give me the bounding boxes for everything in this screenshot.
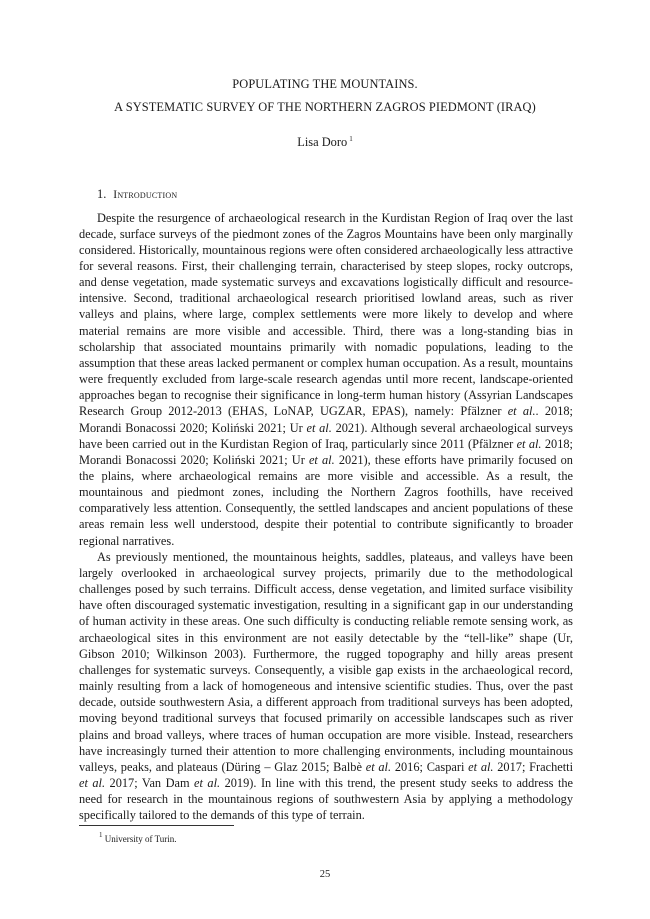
italic-run: et al. (365, 759, 392, 774)
text-run: 2019). In line with this trend, the present study seeks to address the need for research in the mountainous regions of southwestern Asia by applying a methodology specifically tailored to the demands of this type of terrain. (79, 775, 574, 823)
text-run: 2021). Although several archaeological surveys have been carried out in the Kurdistan Region of Iraq, particularly since 2011 (Pfälzner (79, 420, 573, 451)
footnote-divider (79, 825, 234, 826)
italic-run: et al. (308, 452, 335, 467)
author-name: Lisa Doro (297, 135, 348, 149)
text-run: 2021), these efforts have primarily focused on the plains, where archaeological remains are more visible and accessible. As a result, the mountainous and piedmont zones, including the Northern Zagros foothills, have received comparatively less attention. Consequently, the settled landscapes and ancient populations of these areas remain less well understood, despite their potential to contribute significantly to broader regional narratives. (79, 452, 573, 548)
author-footnote-marker[interactable]: 1 (349, 135, 353, 143)
italic-run: et al. (194, 775, 221, 790)
text-run: 2018; Morandi Bonacossi 2020; Koliński 2021; Ur (79, 436, 573, 467)
footnote-marker: 1 (99, 831, 103, 839)
section-heading (97, 187, 177, 202)
italic-run: et al. (468, 759, 494, 774)
footnote (97, 831, 177, 844)
body-paragraph (79, 210, 573, 549)
text-run: 2016; Caspari (391, 759, 469, 774)
body-text (79, 210, 573, 824)
text-run: As previously mentioned, the mountainous heights, saddles, plateaus, and valleys have been largely overlooked in archaeological survey projects, primarily due to the methodological challenges posed by such terrains. Difficult access, dense vegetation, and limited surface visibility have often discouraged systematic investigation, resulting in a significant gap in our understanding of human activity in these areas. One such difficulty is conducting reliable remote sensing work, as archaeological sites in this environment are not easily detectable by the “tell-like” shape (Ur, Gibson 2010; Wilkinson 2003). Furthermore, the rugged topography and hilly areas present challenges for systematic surveys. Consequently, a visible gap exists in the archaeological record, mainly resulting from a lack of homogeneous and intensive scientific studies. Thus, over the past decade, outside southwestern Asia, a different approach from traditional surveys has been adopted, moving beyond traditional surveys that focused primarily on accessible landscapes such as river plains and broad valleys, where traces of human occupation are more visible. Instead, researchers have increasingly turned their attention to more challenging environments, including mountainous valleys, peaks, and plateaus (Düring – Glaz 2015; Balbè (79, 549, 573, 774)
italic-run: et al. (79, 775, 106, 790)
paper-title-line-2: A SYSTEMATIC SURVEY OF THE NORTHERN ZAGROS PIEDMONT (IRAQ) (114, 100, 536, 114)
author-line (0, 135, 650, 150)
section-title: Introduction (113, 189, 178, 201)
text-run: 2017; Van Dam (105, 775, 195, 790)
section-number: 1. (97, 187, 107, 201)
text-run: Despite the resurgence of archaeological research in the Kurdistan Region of Iraq over the last decade, surface surveys of the piedmont zones of the Zagros Mountains have been only marginally considered. Historically, mountainous regions were often considered archaeologically less attractive for several reasons. First, their challenging terrain, characterised by steep slopes, rocky outcrops, and dense vegetation, made systematic surveys and excavations logistically difficult and resource-intensive. Second, traditional archaeological research prioritised lowland areas, such as river valleys and plains, where large, complex settlements were more likely to develop and where material remains are more visible and accessible. Third, there was a long-standing bias in scholarship that associated mountains primarily with nomadic populations, leading to the assumption that these areas lacked permanent or complex human occupation. As a result, mountains were frequently excluded from large-scale research agendas until more recent, landscape-oriented approaches began to recognise their significance in long-term human history (Assyrian Landscapes Research Group 2012-2013 (EHAS, LoNAP, UGZAR, EPAS), namely: Pfälzner (79, 210, 573, 419)
page-number: 25 (319, 869, 331, 880)
text-run: 2017; Frachetti (493, 759, 574, 774)
text-run: . 2018; Morandi Bonacossi 2020; Koliński 2021; Ur (79, 404, 573, 435)
body-paragraph (79, 549, 573, 824)
italic-run: et al. (306, 420, 332, 435)
paper-title-line-1: POPULATING THE MOUNTAINS. (232, 77, 418, 91)
footnote-text: University of Turin. (104, 834, 177, 844)
italic-run: et al. (507, 404, 536, 419)
italic-run: et al. (516, 436, 542, 451)
